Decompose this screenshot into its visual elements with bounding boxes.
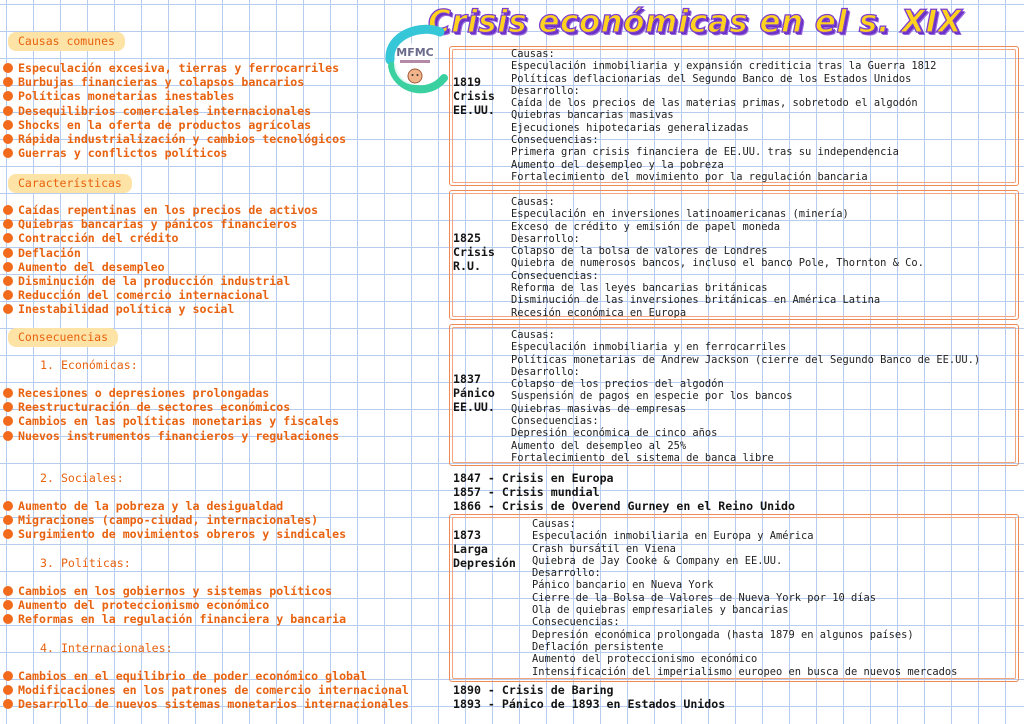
page-title: Crisis económicas en el s. XIX [428,4,963,40]
mfmc-logo [382,20,448,100]
causas-list [3,61,346,160]
list-item: Cambios en el equilibrio de poder económico global [3,669,409,683]
list-item: Quiebras bancarias y pánicos financieros [3,217,318,231]
list-item: Nuevos instrumentos financieros y regulaciones [3,429,339,443]
consecuencias-heading: Consecuencias [8,328,118,347]
list-item: Políticas monetarias inestables [3,89,346,103]
list-item: Cambios en las políticas monetarias y fiscales [3,414,339,428]
subheading-politicas: 3. Políticas: [40,556,131,570]
list-item: Migraciones (campo-ciudad, internacionales) [3,513,346,527]
list-item: Inestabilidad política y social [3,302,318,316]
subheading-economicas: 1. Económicas: [40,358,138,372]
politicas-list [3,584,346,627]
list-item: Guerras y conflictos políticos [3,146,346,160]
list-item: Cambios en los gobiernos y sistemas políticos [3,584,346,598]
list-item: Disminución de la producción industrial [3,274,318,288]
caracteristicas-list [3,203,318,317]
internacionales-list [3,669,409,712]
minor-crisis-1893: 1893 - Pánico de 1893 en Estados Unidos [453,697,726,711]
crisis-1819-body: Causas: Especulación inmobiliaria y expansión crediticia tras la Guerra 1812 Políticas deflacionarias del Segundo Banco de los Estados Unidos Desarrollo: Caída de los precios de las materias primas, sobretodo el algodón Quiebras bancarias masivas Ejecuciones hipotecarias generalizadas Consecuencias: Primera gran crisis financiera de EE.UU. tras su independencia Aumento del desempleo y la pobreza Fortalecimiento del movimiento por la regulación bancaria [511,48,937,183]
list-item: Burbujas financieras y colapsos bancarios [3,75,346,89]
list-item: Shocks en la oferta de productos agrícolas [3,118,346,132]
crisis-1837-body: Causas: Especulación inmobiliaria y en ferrocarriles Políticas monetarias de Andrew Jackson (cierre del Segundo Banco de EE.UU.) Desarrollo: Colapso de los precios del algodón Suspensión de pagos en especie por los bancos Quiebras masivas de empresas Consecuencias: Depresión económica de cinco años Aumento del desempleo al 25% Fortalecimiento del sistema de banca libre [511,329,981,464]
list-item: Especulación excesiva, tierras y ferrocarriles [3,61,346,75]
caracteristicas-heading: Características [8,174,132,193]
crisis-1825-body: Causas: Especulación en inversiones latinoamericanas (minería) Exceso de crédito y emisión de papel moneda Desarrollo: Colapso de la bolsa de valores de Londres Quiebra de numerosos bancos, incluso el banco Pole, Thornton & Co. Consecuencias: Reforma de las leyes bancarias británicas Disminución de las inversiones británicas en América Latina Recesión económica en Europa [511,196,924,319]
list-item: Recesiones o depresiones prolongadas [3,386,339,400]
list-item: Deflación [3,246,318,260]
crisis-1819-label: 1819 Crisis EE.UU. [453,75,495,118]
list-item: Aumento de la pobreza y la desigualdad [3,499,346,513]
list-item: Caídas repentinas en los precios de activos [3,203,318,217]
causas-heading: Causas comunes [8,32,125,51]
list-item: Modificaciones en los patrones de comercio internacional [3,683,409,697]
minor-crisis-1890: 1890 - Crisis de Baring [453,683,614,697]
list-item: Aumento del desempleo [3,260,318,274]
list-item: Contracción del crédito [3,231,318,245]
sociales-list [3,499,346,542]
list-item: Reestructuración de sectores económicos [3,400,339,414]
crisis-1873-label: 1873 Larga Depresión [453,528,516,571]
subheading-internacionales: 4. Internacionales: [40,641,173,655]
minor-crisis-1857: 1857 - Crisis mundial [453,485,600,499]
minor-crisis-1847: 1847 - Crisis en Europa [453,471,614,485]
minor-crisis-1866: 1866 - Crisis de Overend Gurney en el Reino Unido [453,499,796,513]
list-item: Aumento del proteccionismo económico [3,598,346,612]
list-item: Desequilibrios comerciales internacionales [3,104,346,118]
list-item: Reducción del comercio internacional [3,288,318,302]
list-item: Desarrollo de nuevos sistemas monetarios internacionales [3,697,409,711]
list-item: Rápida industrialización y cambios tecnológicos [3,132,346,146]
subheading-sociales: 2. Sociales: [40,471,124,485]
crisis-1873-body: Causas: Especulación inmobiliaria en Europa y América Crash bursátil en Viena Quiebra de Jay Cooke & Company en EE.UU. Desarrollo: Pánico bancario en Nueva York Cierre de la Bolsa de Valores de Nueva York por 10 días Ola de quiebras empresariales y bancarias Consecuencias: Depresión económica prolongada (hasta 1879 en algunos países) Deflación persistente Aumento del proteccionismo económico Intensificación del imperialismo europeo en busca de nuevos mercados [532,518,958,678]
crisis-1837-label: 1837 Pánico EE.UU. [453,372,495,415]
list-item: Surgimiento de movimientos obreros y sindicales [3,527,346,541]
logo-text: MFMC [396,46,434,59]
list-item: Reformas en la regulación financiera y bancaria [3,612,346,626]
economicas-list [3,386,339,443]
crisis-1825-label: 1825 Crisis R.U. [453,231,495,274]
